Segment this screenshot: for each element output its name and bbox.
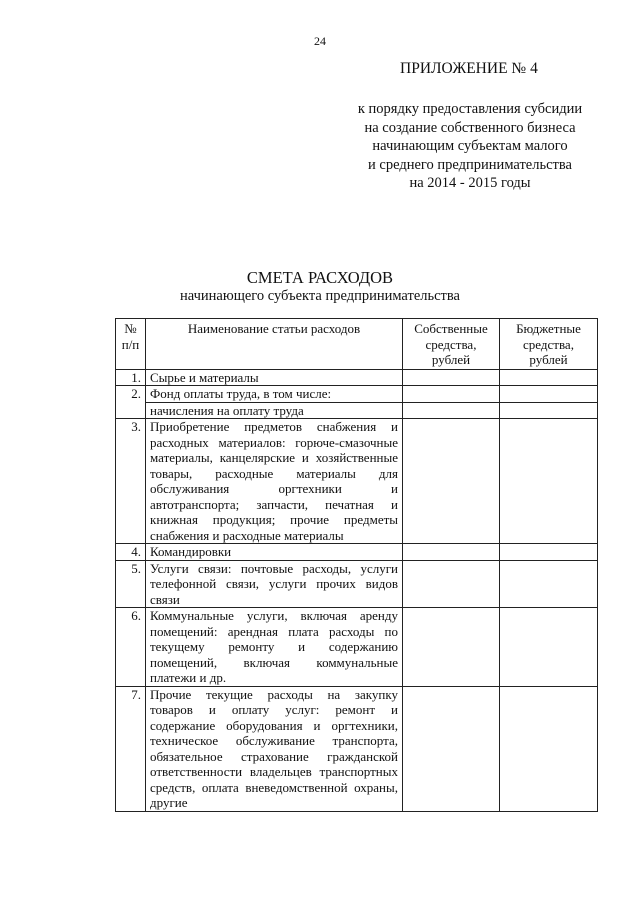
row-budget-funds-cell[interactable] [500,608,598,687]
row-own-funds-cell[interactable] [403,419,500,544]
row-own-funds-cell[interactable] [403,608,500,687]
row-expense-name: Прочие текущие расходы на закупку товаров и оплату услуг: ремонт и содержание оборудования и оргтехники, техническое обслуживание транспорта, обязательное страхование гражданской ответственности владельцев транспортных средств, оплата вневедомственной охраны, другие [146,686,403,811]
row-budget-funds-cell[interactable] [500,419,598,544]
document-title: СМЕТА РАСХОДОВ [246,268,394,287]
row-budget-funds-cell[interactable] [500,386,598,403]
row-number: 3. [116,419,146,544]
header-number: № п/п [116,319,146,370]
row-expense-subitem: начисления на оплату труда [146,402,403,419]
row-own-funds-cell[interactable] [403,402,500,419]
row-own-funds-cell[interactable] [403,386,500,403]
row-own-funds-cell[interactable] [403,560,500,608]
appendix-title: ПРИЛОЖЕНИЕ № 4 [400,60,538,77]
row-expense-name: Приобретение предметов снабжения и расходных материалов: горюче-смазочные материалы, канцелярские и хозяйственные товары, расходные материалы для обслуживания оргтехники и автотранспорта; запчасти, печатная и книжная продукция; прочие предметы снабжения и расходные материалы [146,419,403,544]
header-expense-name: Наименование статьи расходов [146,319,403,370]
table-row [116,369,598,386]
header-own-funds: Собственные средства, рублей [403,319,500,370]
row-number: 2. [116,386,146,419]
row-budget-funds-cell[interactable] [500,369,598,386]
page-number: 24 [314,34,326,48]
appendix-line: и среднего предпринимательства [368,156,572,173]
appendix-line: к порядку предоставления субсидии [357,101,583,117]
row-number: 6. [116,608,146,687]
row-number: 7. [116,686,146,811]
page-bottom-margin [0,818,640,905]
appendix-line: на 2014 - 2015 годы [409,175,531,191]
row-budget-funds-cell[interactable] [500,686,598,811]
row-budget-funds-cell[interactable] [500,402,598,419]
table-row [116,386,598,403]
table-row [116,686,598,811]
row-number: 1. [116,369,146,386]
row-expense-name: Фонд оплаты труда, в том числе: [146,386,403,403]
expense-estimate-table [115,318,598,812]
row-expense-name: Коммунальные услуги, включая аренду помещений: арендная плата расходы по текущему ремонту и содержанию помещений, включая коммунальные платежи и др. [146,608,403,687]
row-own-funds-cell[interactable] [403,686,500,811]
row-number: 5. [116,560,146,608]
row-budget-funds-cell[interactable] [500,544,598,561]
row-expense-name: Командировки [146,544,403,561]
row-expense-name: Услуги связи: почтовые расходы, услуги телефонной связи, услуги прочих видов связи [146,560,403,608]
table-row [116,608,598,687]
row-own-funds-cell[interactable] [403,544,500,561]
row-expense-name: Сырье и материалы [146,369,403,386]
appendix-line: на создание собственного бизнеса [364,119,576,136]
header-budget-funds: Бюджетные средства, рублей [500,319,598,370]
table-row [116,560,598,608]
row-budget-funds-cell[interactable] [500,560,598,608]
appendix-subtitle [340,100,600,193]
row-number: 4. [116,544,146,561]
document-subtitle: начинающего субъекта предпринимательства [180,288,460,304]
table-row [116,419,598,544]
table-header-row [116,319,598,370]
row-own-funds-cell[interactable] [403,369,500,386]
appendix-line: начинающим субъектам малого [372,138,568,154]
table-subrow [116,402,598,419]
table-row [116,544,598,561]
